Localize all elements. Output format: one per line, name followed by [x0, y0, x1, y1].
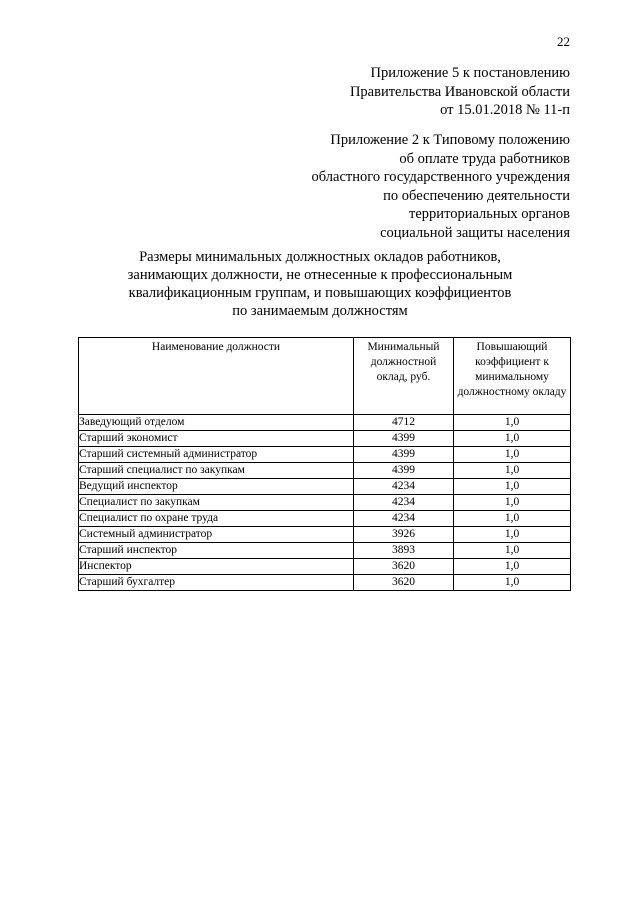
- annex-subheader-line: областного государственного учреждения: [311, 169, 570, 185]
- coefficient-cell: 1,0: [454, 447, 571, 463]
- document-title-line: по занимаемым должностям: [232, 303, 408, 319]
- document-title-line: квалификационным группам, и повышающих коэффициентов: [128, 285, 512, 301]
- salary-cell: 3893: [354, 543, 454, 559]
- table-row: [79, 511, 571, 527]
- annex-subheader-line: по обеспечению деятельности: [383, 187, 570, 204]
- annex-subheader-line: Приложение 2 к Типовому положению: [330, 132, 570, 148]
- salary-cell: 4399: [354, 447, 454, 463]
- table-row: [79, 479, 571, 495]
- salary-cell: 3620: [354, 575, 454, 591]
- coefficient-cell: 1,0: [454, 527, 571, 543]
- position-cell: Заведующий отделом: [79, 415, 354, 431]
- position-cell: Старший специалист по закупкам: [79, 463, 354, 479]
- document-title: [90, 248, 550, 320]
- salary-cell: 3926: [354, 527, 454, 543]
- table-row: [79, 543, 571, 559]
- coefficient-cell: 1,0: [454, 479, 571, 495]
- annex-subheader-line: об оплате труда работников: [399, 150, 570, 167]
- document-title-line: занимающих должности, не отнесенные к профессиональным: [127, 267, 513, 283]
- position-cell: Старший экономист: [79, 431, 354, 447]
- coefficient-cell: 1,0: [454, 415, 571, 431]
- position-cell: Системный администратор: [79, 527, 354, 543]
- coefficient-cell: 1,0: [454, 575, 571, 591]
- annex-header-line: Приложение 5 к постановлению: [370, 65, 570, 81]
- salary-cell: 4234: [354, 495, 454, 511]
- coefficient-cell: 1,0: [454, 559, 571, 575]
- position-cell: Специалист по закупкам: [79, 495, 354, 511]
- salary-cell: 4712: [354, 415, 454, 431]
- column-header-salary: Минимальный должностной оклад, руб.: [354, 338, 454, 415]
- annex-subheader-line: социальной защиты населения: [380, 224, 570, 241]
- column-header-coefficient: Повышающий коэффициент к минимальному должностному окладу: [454, 338, 571, 415]
- salary-cell: 3620: [354, 559, 454, 575]
- table-row: [79, 575, 571, 591]
- table-row: [79, 463, 571, 479]
- coefficient-cell: 1,0: [454, 463, 571, 479]
- table-row: [79, 431, 571, 447]
- column-header-position: Наименование должности: [79, 338, 354, 415]
- salary-table: [78, 337, 571, 591]
- annex-header-line: от 15.01.2018 № 11-п: [440, 102, 570, 118]
- salary-cell: 4234: [354, 479, 454, 495]
- coefficient-cell: 1,0: [454, 511, 571, 527]
- salary-cell: 4399: [354, 463, 454, 479]
- position-cell: Ведущий инспектор: [79, 479, 354, 495]
- coefficient-cell: 1,0: [454, 431, 571, 447]
- position-cell: Старший бухгалтер: [79, 575, 354, 591]
- table-row: [79, 495, 571, 511]
- table-header-row: [79, 338, 571, 415]
- table-row: [79, 559, 571, 575]
- position-cell: Старший инспектор: [79, 543, 354, 559]
- document-title-line: Размеры минимальных должностных окладов работников,: [139, 249, 501, 265]
- position-cell: Специалист по охране труда: [79, 511, 354, 527]
- annex-header: [350, 64, 570, 120]
- salary-cell: 4399: [354, 431, 454, 447]
- annex-subheader-line: территориальных органов: [409, 206, 570, 222]
- annex-header-line: Правительства Ивановской области: [349, 83, 570, 100]
- table-row: [79, 527, 571, 543]
- table-row: [79, 415, 571, 431]
- table-row: [79, 447, 571, 463]
- salary-cell: 4234: [354, 511, 454, 527]
- page-number: 22: [557, 34, 570, 49]
- coefficient-cell: 1,0: [454, 495, 571, 511]
- position-cell: Инспектор: [79, 559, 354, 575]
- coefficient-cell: 1,0: [454, 543, 571, 559]
- position-cell: Старший системный администратор: [79, 447, 354, 463]
- annex-subheader: [312, 131, 570, 242]
